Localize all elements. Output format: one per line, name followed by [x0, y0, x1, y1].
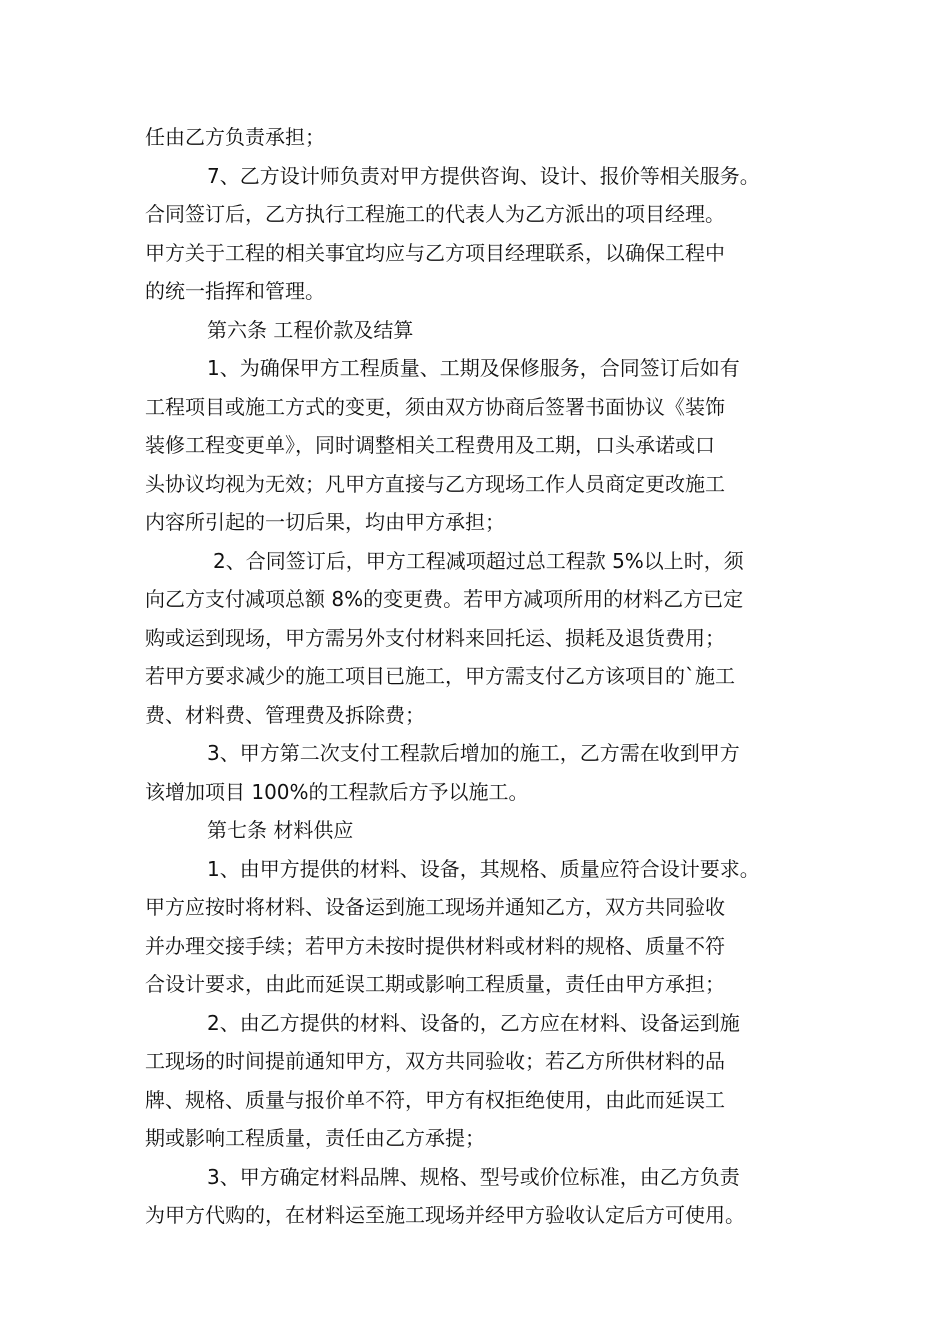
text-line: 工程项目或施工方式的变更，须由双方协商后签署书面协议《装饰 — [145, 394, 725, 419]
clause-item-3: 3、甲方确定材料品牌、规格、型号或价位标准，由乙方负责 — [207, 1164, 740, 1189]
clause-item-2: 2、由乙方提供的材料、设备的，乙方应在材料、设备运到施 — [207, 1010, 740, 1035]
clause-item-3: 3、甲方第二次支付工程款后增加的施工，乙方需在收到甲方 — [207, 741, 740, 765]
text-line: 头协议均视为无效；凡甲方直接与乙方现场工作人员商定更改施工 — [145, 471, 725, 496]
text-line: 若甲方要求减少的施工项目已施工，甲方需支付乙方该项目的`施工 — [145, 664, 735, 688]
text-line: 向乙方支付减项总额 8%的变更费。若甲方减项所用的材料乙方已定 — [145, 587, 744, 611]
text-line: 甲方应按时将材料、设备运到施工现场并通知乙方，双方共同验收 — [145, 895, 725, 919]
text-line: 合设计要求，由此而延误工期或影响工程质量，责任由甲方承担； — [145, 972, 725, 996]
text-line: 费、材料费、管理费及拆除费； — [145, 702, 425, 727]
clause-item-2: 2、合同签订后，甲方工程减项超过总工程款 5%以上时，须 — [213, 548, 744, 573]
article-7-heading: 第七条 材料供应 — [207, 818, 354, 842]
document-body — [145, 118, 835, 1235]
article-6-heading: 第六条 工程价款及结算 — [207, 317, 414, 342]
clause-item-1: 1、为确保甲方工程质量、工期及保修服务，合同签订后如有 — [207, 356, 740, 380]
text-line: 为甲方代购的，在材料运至施工现场并经甲方验收认定后方可使用。 — [145, 1203, 745, 1227]
text-line: 任由乙方负责承担； — [145, 125, 325, 149]
text-line: 购或运到现场，甲方需另外支付材料来回托运、损耗及退货费用； — [145, 625, 725, 650]
clause-item-7: 7、乙方设计师负责对甲方提供咨询、设计、报价等相关服务。 — [207, 163, 760, 188]
text-line: 工现场的时间提前通知甲方，双方共同验收；若乙方所供材料的品 — [145, 1049, 725, 1073]
text-line: 期或影响工程质量，责任由乙方承提； — [145, 1126, 485, 1150]
text-line: 内容所引起的一切后果，均由甲方承担； — [145, 510, 505, 534]
text-line: 牌、规格、质量与报价单不符，甲方有权拒绝使用，由此而延误工 — [145, 1087, 725, 1112]
text-line: 装修工程变更单》，同时调整相关工程费用及工期，口头承诺或口 — [145, 433, 715, 457]
text-line: 该增加项目 100%的工程款后方予以施工。 — [145, 779, 529, 804]
text-line: 甲方关于工程的相关事宜均应与乙方项目经理联系，以确保工程中 — [145, 240, 725, 265]
text-line: 并办理交接手续；若甲方未按时提供材料或材料的规格、质量不符 — [145, 933, 725, 958]
clause-item-1: 1、由甲方提供的材料、设备，其规格、质量应符合设计要求。 — [207, 856, 760, 881]
text-line: 合同签订后，乙方执行工程施工的代表人为乙方派出的项目经理。 — [145, 202, 725, 226]
text-line: 的统一指挥和管理。 — [145, 279, 325, 303]
